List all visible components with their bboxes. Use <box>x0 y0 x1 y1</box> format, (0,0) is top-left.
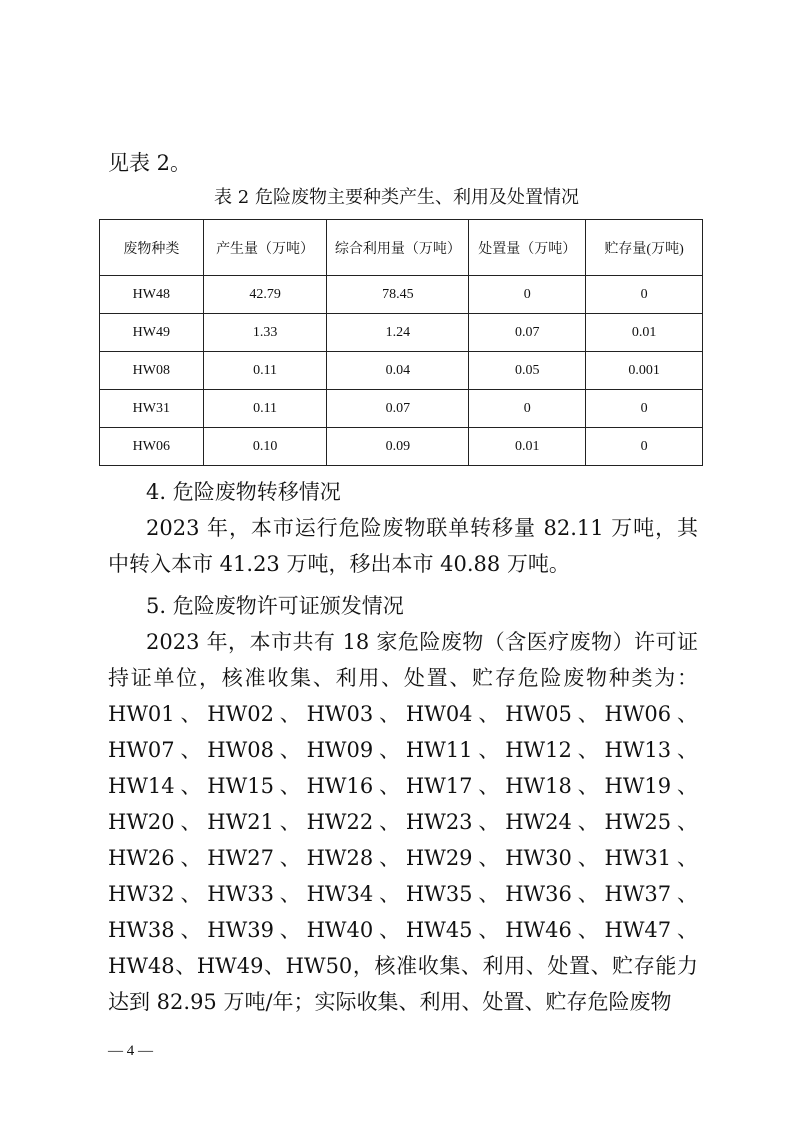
table-cell: 0.11 <box>203 352 327 390</box>
section-5-body: 2023 年，本市共有 18 家危险废物（含医疗废物）许可证持证单位，核准收集、利用、处置、贮存危险废物种类为：HW01、HW02、HW03、HW04、HW05、HW06、HW07、HW08、HW09、HW11、HW12、HW13、HW14、HW15、HW16、HW17、HW18、HW19、HW20、HW21、HW22、HW23、HW24、HW25、HW26、HW27、HW28、HW29、HW30、HW31、HW32、HW33、HW34、HW35、HW36、HW37、HW38、HW39、HW40、HW45、HW46、HW47、HW48、HW49、HW50，核准收集、利用、处置、贮存能力达到 82.95 万吨/年；实际收集、利用、处置、贮存危险废物 <box>108 630 698 1014</box>
table-cell: 0.04 <box>327 352 469 390</box>
header-cell: 处置量（万吨） <box>469 220 586 276</box>
page-number: — 4 — <box>108 1043 153 1059</box>
table-row <box>100 314 703 352</box>
table-row <box>100 428 703 466</box>
section-5 <box>108 588 698 1020</box>
table-cell: 0.10 <box>203 428 327 466</box>
header-cell: 产生量（万吨） <box>203 220 327 276</box>
table-row <box>100 352 703 390</box>
table-cell: 0.07 <box>469 314 586 352</box>
table-row <box>100 390 703 428</box>
section-4-body: 2023 年，本市运行危险废物联单转移量 82.11 万吨，其中转入本市 41.23 万吨，移出本市 40.88 万吨。 <box>108 516 698 576</box>
table-cell: 0.05 <box>469 352 586 390</box>
header-cell: 废物种类 <box>100 220 204 276</box>
table-cell: 0 <box>469 390 586 428</box>
table-cell: 0.07 <box>327 390 469 428</box>
table-cell: 42.79 <box>203 276 327 314</box>
table-cell: HW08 <box>100 352 204 390</box>
table-cell: HW48 <box>100 276 204 314</box>
table-cell: 0.09 <box>327 428 469 466</box>
header-cell: 综合利用量（万吨） <box>327 220 469 276</box>
table-header-row <box>100 220 703 276</box>
table-cell: 0 <box>469 276 586 314</box>
waste-table <box>99 219 703 466</box>
table-row <box>100 276 703 314</box>
table-caption: 表 2 危险废物主要种类产生、利用及处置情况 <box>214 187 579 208</box>
section-4 <box>108 474 698 582</box>
section-5-title: 5. 危险废物许可证颁发情况 <box>146 594 404 618</box>
table-cell: 0 <box>586 276 703 314</box>
table-cell: 0.01 <box>469 428 586 466</box>
table-cell: HW06 <box>100 428 204 466</box>
table-cell: 0 <box>586 428 703 466</box>
table-cell: 0.01 <box>586 314 703 352</box>
table-cell: 0.11 <box>203 390 327 428</box>
table-cell: 1.24 <box>327 314 469 352</box>
table-cell: 0 <box>586 390 703 428</box>
section-4-title: 4. 危险废物转移情况 <box>146 480 341 504</box>
table-cell: 1.33 <box>203 314 327 352</box>
header-cell: 贮存量(万吨) <box>586 220 703 276</box>
table-cell: HW49 <box>100 314 204 352</box>
intro-text: 见表 2。 <box>108 151 192 175</box>
table-cell: 0.001 <box>586 352 703 390</box>
table-cell: HW31 <box>100 390 204 428</box>
table-cell: 78.45 <box>327 276 469 314</box>
